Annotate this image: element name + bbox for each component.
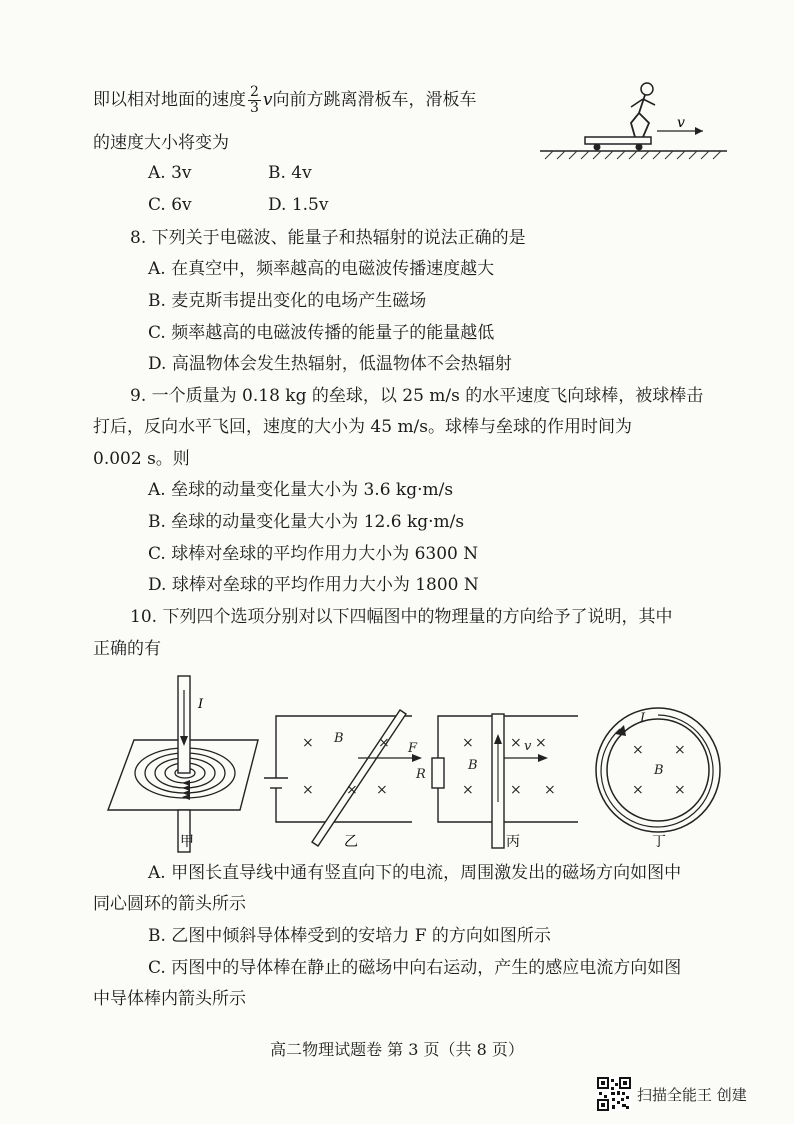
page-footer: 高二物理试题卷 第 3 页（共 8 页） xyxy=(270,1040,524,1059)
yi-b-cross-5: × xyxy=(376,782,388,798)
q10-stem-1: 10. 下列四个选项分别对以下四幅图中的物理量的方向给予了说明，其中 xyxy=(130,607,673,627)
yi-b-cross-2: × xyxy=(378,735,390,751)
q10-option-a-2: 同心圆环的箭头所示 xyxy=(93,894,246,914)
frac-den: 3 xyxy=(250,100,259,116)
jia-current-label: I xyxy=(198,697,204,712)
ding-field-label: B xyxy=(654,763,664,778)
q7-option-d: D. 1.5v xyxy=(268,195,329,215)
ding-current-label: I xyxy=(640,711,646,726)
q7-text-a: 即以相对地面的速度 xyxy=(93,90,246,110)
q8-option-d: D. 高温物体会发生热辐射，低温物体不会热辐射 xyxy=(148,354,512,374)
q9-stem-3: 0.002 s。则 xyxy=(93,449,190,469)
velocity-label: v xyxy=(677,115,685,131)
figure-jia xyxy=(108,676,258,852)
figure-label-jia: 甲 xyxy=(180,834,194,850)
q9-option-a: A. 垒球的动量变化量大小为 3.6 kg·m/s xyxy=(148,480,454,500)
q7-line2: 的速度大小将变为 xyxy=(93,133,229,153)
q7-var-v: v xyxy=(262,90,273,110)
yi-b-cross-3: × xyxy=(302,782,314,798)
fraction-two-thirds xyxy=(248,85,261,116)
q7-text-b: 向前方跳离滑板车，滑板车 xyxy=(272,90,477,110)
q9-stem-2: 打后，反向水平飞回，速度的大小为 45 m/s。球棒与垒球的作用时间为 xyxy=(93,417,633,437)
q8-stem: 8. 下列关于电磁波、能量子和热辐射的说法正确的是 xyxy=(130,228,526,248)
q7-line1 xyxy=(93,85,477,116)
person-head xyxy=(641,83,653,95)
bing-b-cross-3: × xyxy=(462,782,474,798)
yi-b-cross-1: × xyxy=(302,735,314,751)
q10-stem-2: 正确的有 xyxy=(93,639,161,659)
q8-option-c: C. 频率越高的电磁波传播的能量子的能量越低 xyxy=(148,323,495,343)
yi-b-cross-4: × xyxy=(346,782,358,798)
q8-option-a: A. 在真空中，频率越高的电磁波传播速度越大 xyxy=(148,259,495,279)
bing-b-cross-6: × xyxy=(535,735,547,751)
bing-b-cross-4: × xyxy=(510,782,522,798)
q7-option-a: A. 3v xyxy=(148,163,192,183)
q9-option-d: D. 球棒对垒球的平均作用力大小为 1800 N xyxy=(148,575,479,595)
q7-option-c: C. 6v xyxy=(148,195,192,215)
q9-option-c: C. 球棒对垒球的平均作用力大小为 6300 N xyxy=(148,544,479,564)
bing-field-label: B xyxy=(468,758,478,773)
q10-option-b: B. 乙图中倾斜导体棒受到的安培力 F 的方向如图所示 xyxy=(148,926,551,946)
bing-b-cross-2: × xyxy=(510,735,522,751)
q10-option-c-2: 中导体棒内箭头所示 xyxy=(93,989,246,1009)
bing-resistor-label: R xyxy=(416,767,426,782)
q9-stem-1: 9. 一个质量为 0.18 kg 的垒球，以 25 m/s 的水平速度飞向球棒，被球棒击 xyxy=(130,386,704,406)
figure-label-bing: 丙 xyxy=(506,834,520,850)
qr-code-icon xyxy=(597,1077,631,1111)
ding-b-cross-3: × xyxy=(632,782,644,798)
q7-option-b: B. 4v xyxy=(268,163,312,183)
q10-option-a-1: A. 甲图长直导线中通有竖直向下的电流，周围激发出的磁场方向如图中 xyxy=(148,863,682,883)
bing-b-cross-5: × xyxy=(544,782,556,798)
bing-velocity-label: v xyxy=(524,739,532,754)
figure-bing xyxy=(432,714,578,848)
ding-b-cross-4: × xyxy=(674,782,686,798)
yi-force-label: F xyxy=(408,741,418,756)
scanner-text: 扫描全能王 创建 xyxy=(637,1085,747,1104)
ding-b-cross-2: × xyxy=(674,742,686,758)
q8-option-b: B. 麦克斯韦提出变化的电场产生磁场 xyxy=(148,291,427,311)
q10-figures xyxy=(90,670,760,855)
bing-b-cross-1: × xyxy=(462,735,474,751)
scanner-watermark xyxy=(597,1077,747,1111)
skateboard-deck xyxy=(585,137,651,144)
figure-label-ding: 丁 xyxy=(652,834,666,850)
q9-option-b: B. 垒球的动量变化量大小为 12.6 kg·m/s xyxy=(148,512,465,532)
yi-field-label: B xyxy=(334,731,344,746)
figure-label-yi: 乙 xyxy=(344,834,358,850)
ding-b-cross-1: × xyxy=(632,742,644,758)
skateboard-figure xyxy=(535,75,735,160)
q10-option-c-1: C. 丙图中的导体棒在静止的磁场中向右运动，产生的感应电流方向如图 xyxy=(148,958,682,978)
frac-num: 2 xyxy=(250,84,259,100)
